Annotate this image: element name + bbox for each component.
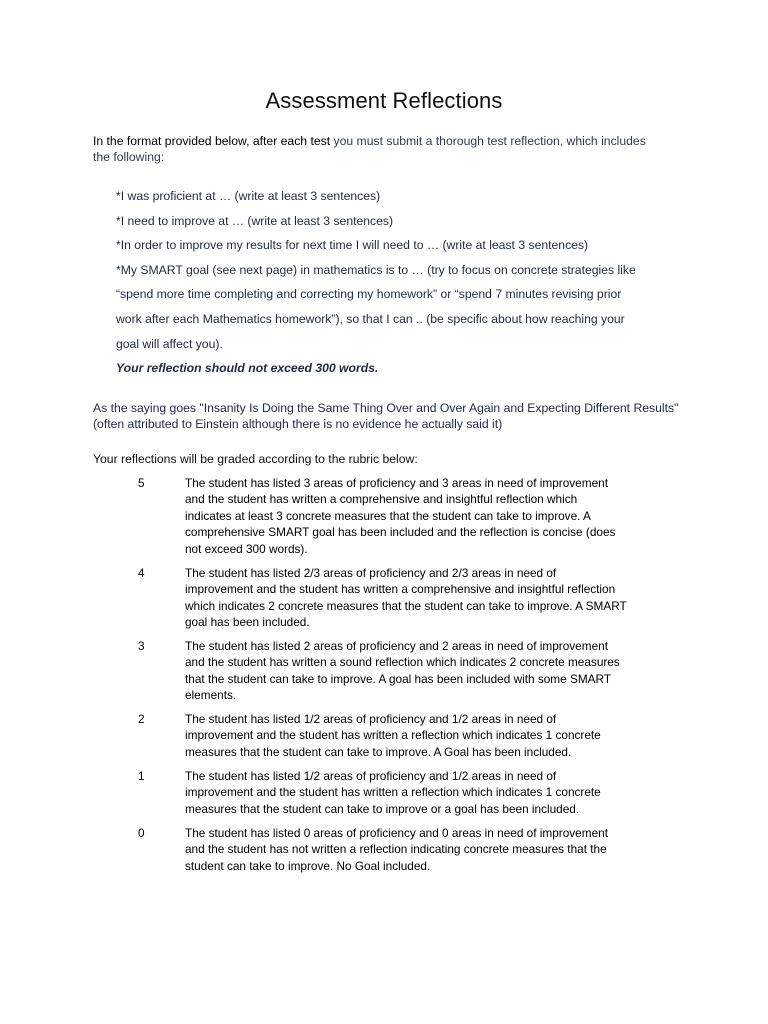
rubric-line: comprehensive SMART goal has been included and the reflection is concise (does <box>185 525 616 540</box>
saying-quote: Insanity Is Doing the Same Thing Over and Over Again and Expecting Different Results <box>203 401 675 415</box>
rubric-line: and the student has written a sound reflection which indicates 2 concrete measures <box>185 655 620 670</box>
rubric-line: The student has listed 2 areas of proficiency and 2 areas in need of improvement <box>185 639 608 653</box>
rubric-score: 4 <box>138 566 145 580</box>
rubric-line: not exceed 300 words). <box>185 541 308 556</box>
rubric-description <box>185 825 685 874</box>
rubric-row <box>93 475 693 565</box>
rubric-description <box>185 711 685 760</box>
rubric-row <box>93 711 693 768</box>
requirement-line: *I was proficient at … (write at least 3 sentences) <box>116 189 381 203</box>
rubric-score: 3 <box>138 639 145 653</box>
rubric-line: indicates at least 3 concrete measures that the student can take to improve. A <box>185 508 591 523</box>
rubric-line: which indicates 2 concrete measures that the student can take to improve. A SMART <box>185 598 627 613</box>
rubric-description <box>185 565 685 631</box>
rubric-score: 0 <box>138 826 145 840</box>
rubric-line: improvement and the student has written a reflection which indicates 1 concrete <box>185 785 601 800</box>
rubric-line: student can take to improve. No Goal included. <box>185 858 431 873</box>
saying-text-part2: " (often attributed to Einstein although there is no evidence he actually said it) <box>93 401 679 431</box>
page-title: Assessment Reflections <box>265 88 503 113</box>
rubric-line: improvement and the student has written a comprehensive and insightful reflection <box>185 582 616 597</box>
rubric-line: The student has listed 1/2 areas of proficiency and 1/2 areas in need of <box>185 712 557 726</box>
rubric-line: elements. <box>185 688 237 703</box>
rubric-line: and the student has written a comprehensive and insightful reflection which <box>185 492 578 507</box>
requirement-line: *I need to improve at … (write at least 3 sentences) <box>116 213 394 228</box>
intro-text-part1: In the format provided below, after each test <box>93 134 334 148</box>
rubric-line: improvement and the student has written a reflection which indicates 1 concrete <box>185 728 601 743</box>
rubric-row <box>93 638 693 711</box>
rubric-row <box>93 768 693 825</box>
rubric-row <box>93 565 693 638</box>
word-limit-note: Your reflection should not exceed 300 words. <box>116 361 379 375</box>
requirement-line: “spend more time completing and correcting my homework” or “spend 7 minutes revising prior <box>116 287 622 302</box>
rubric-line: that the student can take to improve. A goal has been included with some SMART <box>185 671 612 686</box>
requirement-line: goal will affect you). <box>116 336 223 351</box>
rubric-description <box>185 638 685 704</box>
rubric-row <box>93 825 693 882</box>
intro-paragraph <box>93 133 663 165</box>
requirement-line: *In order to improve my results for next time I will need to … (write at least 3 sentences) <box>116 238 589 253</box>
saying-paragraph <box>93 400 683 432</box>
rubric-line: The student has listed 1/2 areas of proficiency and 1/2 areas in need of <box>185 769 557 783</box>
grading-rubric <box>93 475 693 882</box>
rubric-line: measures that the student can take to improve. A Goal has been included. <box>185 744 572 759</box>
rubric-line: measures that the student can take to improve or a goal has been included. <box>185 801 580 816</box>
rubric-line: The student has listed 2/3 areas of proficiency and 2/3 areas in need of <box>185 566 557 580</box>
rubric-line: The student has listed 0 areas of proficiency and 0 areas in need of improvement <box>185 826 608 840</box>
rubric-score: 5 <box>138 476 145 490</box>
rubric-line: and the student has not written a reflection indicating concrete measures that the <box>185 842 607 857</box>
rubric-description <box>185 475 685 557</box>
requirement-line: *My SMART goal (see next page) in mathematics is to … (try to focus on concrete strategies like <box>116 262 636 277</box>
rubric-description <box>185 768 685 817</box>
rubric-line: The student has listed 3 areas of proficiency and 3 areas in need of improvement <box>185 476 608 490</box>
intro-text-part2: you must submit a thorough test reflection, which includes the following: <box>93 134 646 164</box>
rubric-line: goal has been included. <box>185 615 310 630</box>
rubric-score: 1 <box>138 769 145 783</box>
rubric-score: 2 <box>138 712 145 726</box>
reflection-requirements-list <box>116 188 676 360</box>
saying-text-part1: As the saying goes " <box>93 401 204 415</box>
rubric-intro: Your reflections will be graded according to the rubric below: <box>93 452 418 466</box>
requirement-line: work after each Mathematics homework”), so that I can .. (be specific about how reaching your <box>116 311 625 326</box>
